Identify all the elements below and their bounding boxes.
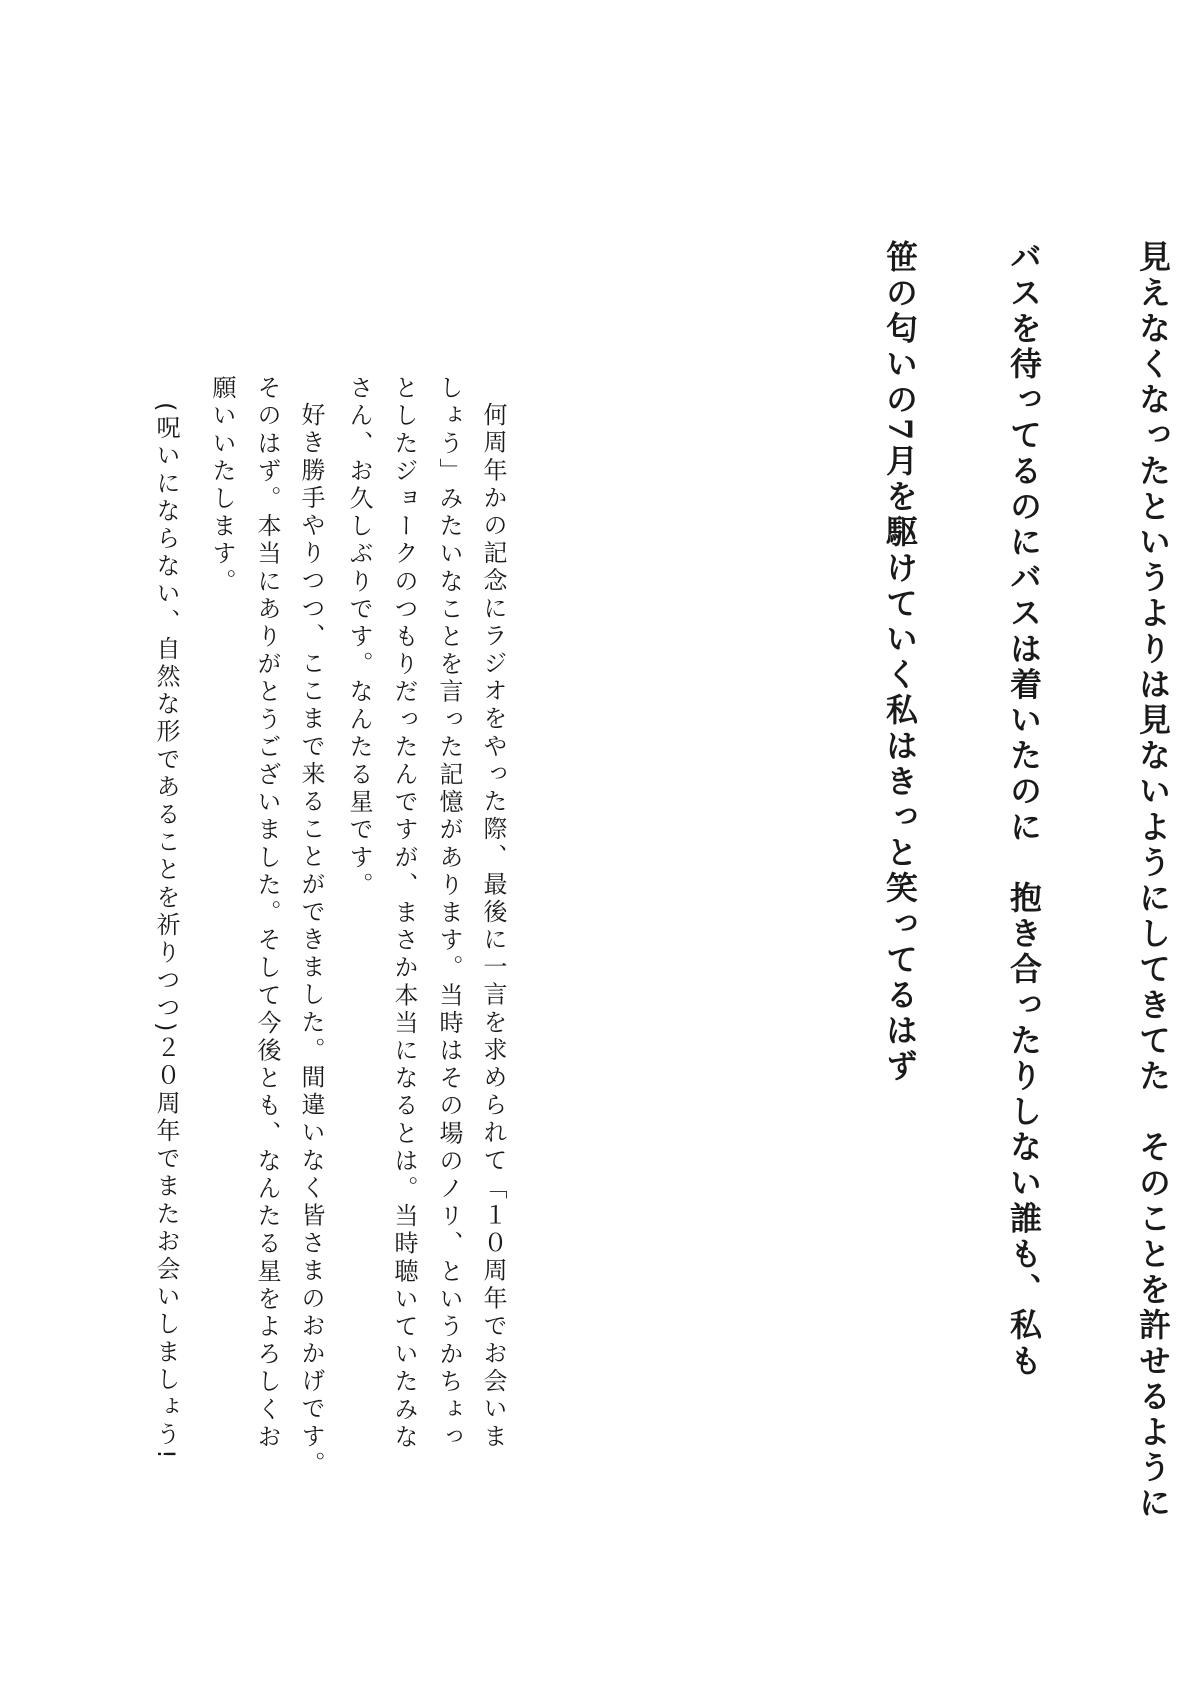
afterword-paragraph-1-line-1: 何周年かの記念にラジオをやった際、最後に一言を求められて「１０周年でお会いま bbox=[479, 402, 507, 1451]
afterword-paragraph-2-line-2: そのはず。本当にありがとうございました。そして今後とも、なんたる星をよろしくお bbox=[253, 375, 281, 1452]
afterword-paragraph-1-line-4: さん、お久しぶりです。なんたる星です。 bbox=[345, 375, 373, 900]
afterword-paragraph-2-line-1: 好き勝手やりつつ、ここまで来ることができました。間違いなく皆さまのおかげです。 bbox=[297, 402, 325, 1479]
afterword-paragraph-1-line-3: としたジョークのつもりだったんですが、まさか本当になるとは。当時聴いていたみな bbox=[390, 375, 418, 1452]
lyric-line-1: 見えなくなったというよりは見ないようにしてきてた そのことを許せるように bbox=[1134, 240, 1172, 1522]
lyric-line-3: 笹の匂いの7月を駆けていく私はきっと笑ってるはず bbox=[881, 240, 919, 1085]
lyric-line-2: バスを待ってるのにバスは着いたのに 抱き合ったりしない誰も、私も bbox=[1005, 240, 1043, 1380]
afterword-paragraph-1-line-2: しょう」みたいなことを言った記憶があります。当時はその場のノリ、というかちょっ bbox=[435, 375, 463, 1452]
afterword-paragraph-2-line-3: 願いいたします。 bbox=[208, 375, 236, 596]
afterword-paragraph-3-line-1: (呪いにならない、自然な形であることを祈りつつ)２０周年でまたお会いしましょう! bbox=[152, 402, 180, 1463]
